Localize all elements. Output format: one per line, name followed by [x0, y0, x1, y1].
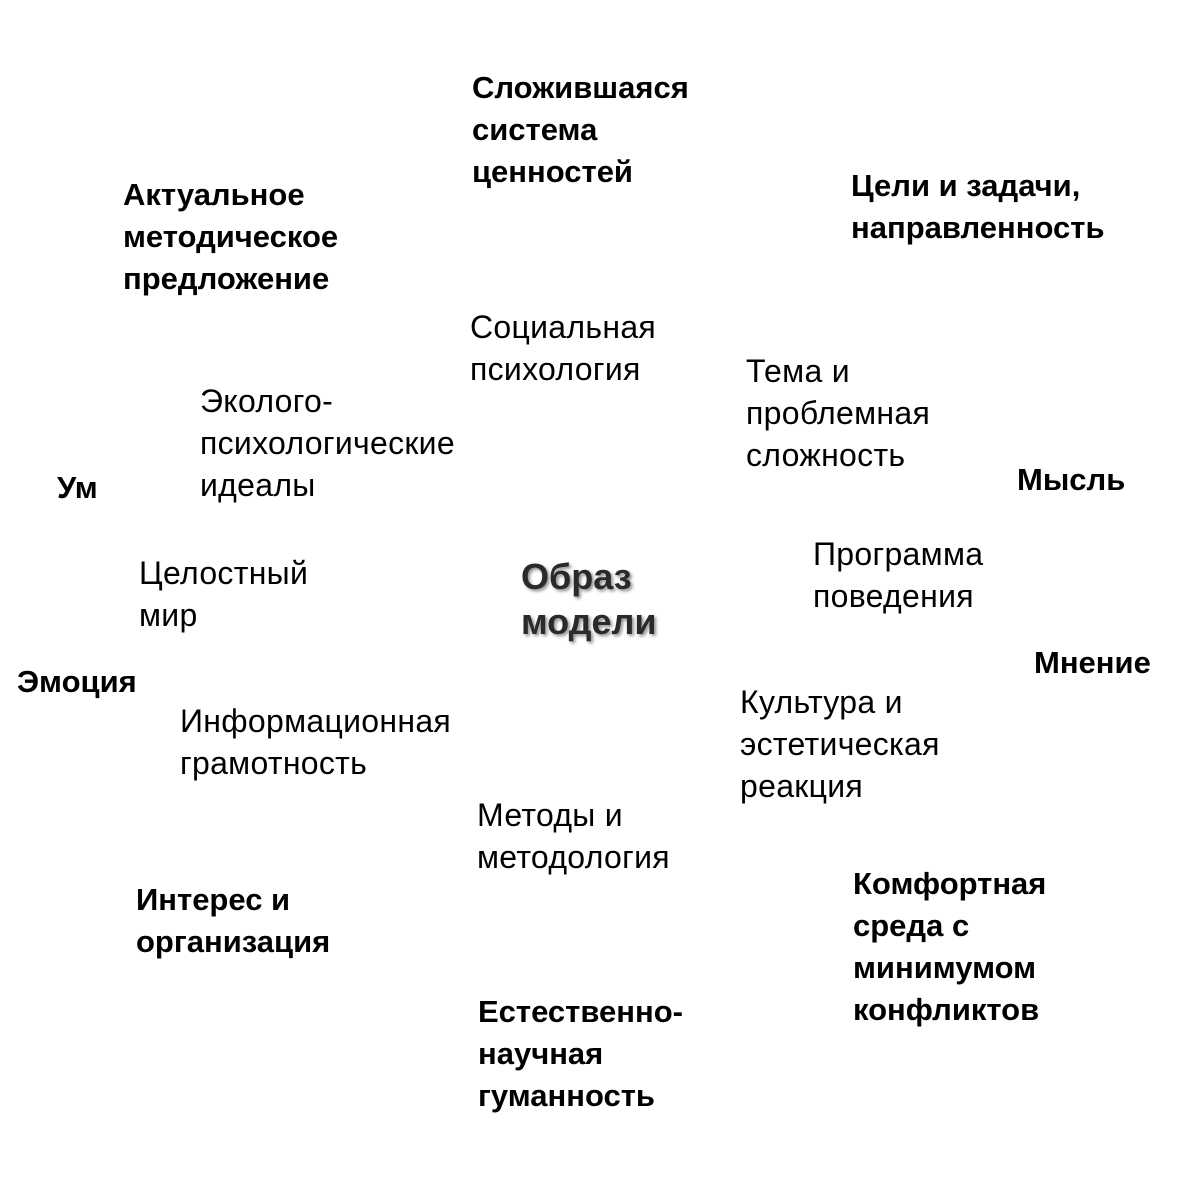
node-line: психология: [470, 351, 641, 387]
node-line: Целостный: [139, 555, 309, 591]
node-line: система: [472, 112, 598, 147]
node-line: мир: [139, 597, 198, 633]
outer-node-natural-science: [478, 991, 683, 1117]
inner-node-methods: [477, 794, 670, 878]
node-line: Комфортная: [853, 866, 1047, 901]
node-line: Естественно-: [478, 994, 683, 1029]
outer-node-goals: [851, 165, 1105, 249]
node-line: Цели и задачи,: [851, 168, 1081, 203]
node-line: Мнение: [1034, 645, 1151, 680]
inner-node-theme: [746, 350, 930, 476]
center-node-image-of-model: [521, 554, 657, 644]
node-line: поведения: [813, 578, 974, 614]
node-line: конфликтов: [853, 992, 1040, 1027]
inner-node-social-psychology: [470, 306, 656, 390]
outer-node-value-system: [472, 67, 689, 193]
node-line: психологические: [200, 425, 455, 461]
node-line: научная: [478, 1036, 604, 1071]
node-line: эстетическая: [740, 726, 940, 762]
outer-node-opinion: [1034, 642, 1151, 684]
outer-node-interest: [136, 879, 330, 963]
node-line: Социальная: [470, 309, 657, 345]
node-line: Культура и: [740, 684, 903, 720]
inner-node-holistic-world: [139, 552, 308, 636]
node-line: направленность: [851, 210, 1105, 245]
node-line: методология: [477, 839, 670, 875]
node-line: Информационная: [180, 703, 452, 739]
inner-node-eco-ideals: [200, 380, 455, 506]
node-line: Тема и: [746, 353, 850, 389]
node-line: грамотность: [180, 745, 368, 781]
node-line: организация: [136, 924, 331, 959]
node-line: Актуальное: [123, 177, 305, 212]
node-line: методическое: [123, 219, 339, 254]
node-line: гуманность: [478, 1078, 655, 1113]
node-line: Методы и: [477, 797, 623, 833]
node-line: сложность: [746, 437, 906, 473]
inner-node-culture: [740, 681, 940, 807]
outer-node-emotion: [17, 661, 137, 703]
outer-node-mind: [57, 467, 98, 509]
node-line: проблемная: [746, 395, 931, 431]
node-line: Эмоция: [17, 664, 137, 699]
node-line: идеалы: [200, 467, 316, 503]
outer-node-comfort: [853, 863, 1046, 1031]
node-line: Программа: [813, 536, 984, 572]
inner-node-info-literacy: [180, 700, 451, 784]
node-line: ценностей: [472, 154, 633, 189]
node-line: Сложившаяся: [472, 70, 689, 105]
outer-node-method-proposal: [123, 174, 338, 300]
node-line: среда с: [853, 908, 970, 943]
inner-node-behavior-program: [813, 533, 983, 617]
node-line: предложение: [123, 261, 330, 296]
center-line: Образ: [521, 556, 632, 597]
node-line: Эколого-: [200, 383, 334, 419]
outer-node-thought: [1017, 459, 1125, 501]
node-line: реакция: [740, 768, 864, 804]
center-line: модели: [521, 601, 657, 642]
node-line: Мысль: [1017, 462, 1126, 497]
node-line: минимумом: [853, 950, 1037, 985]
node-line: Интерес и: [136, 882, 291, 917]
node-line: Ум: [57, 470, 98, 505]
